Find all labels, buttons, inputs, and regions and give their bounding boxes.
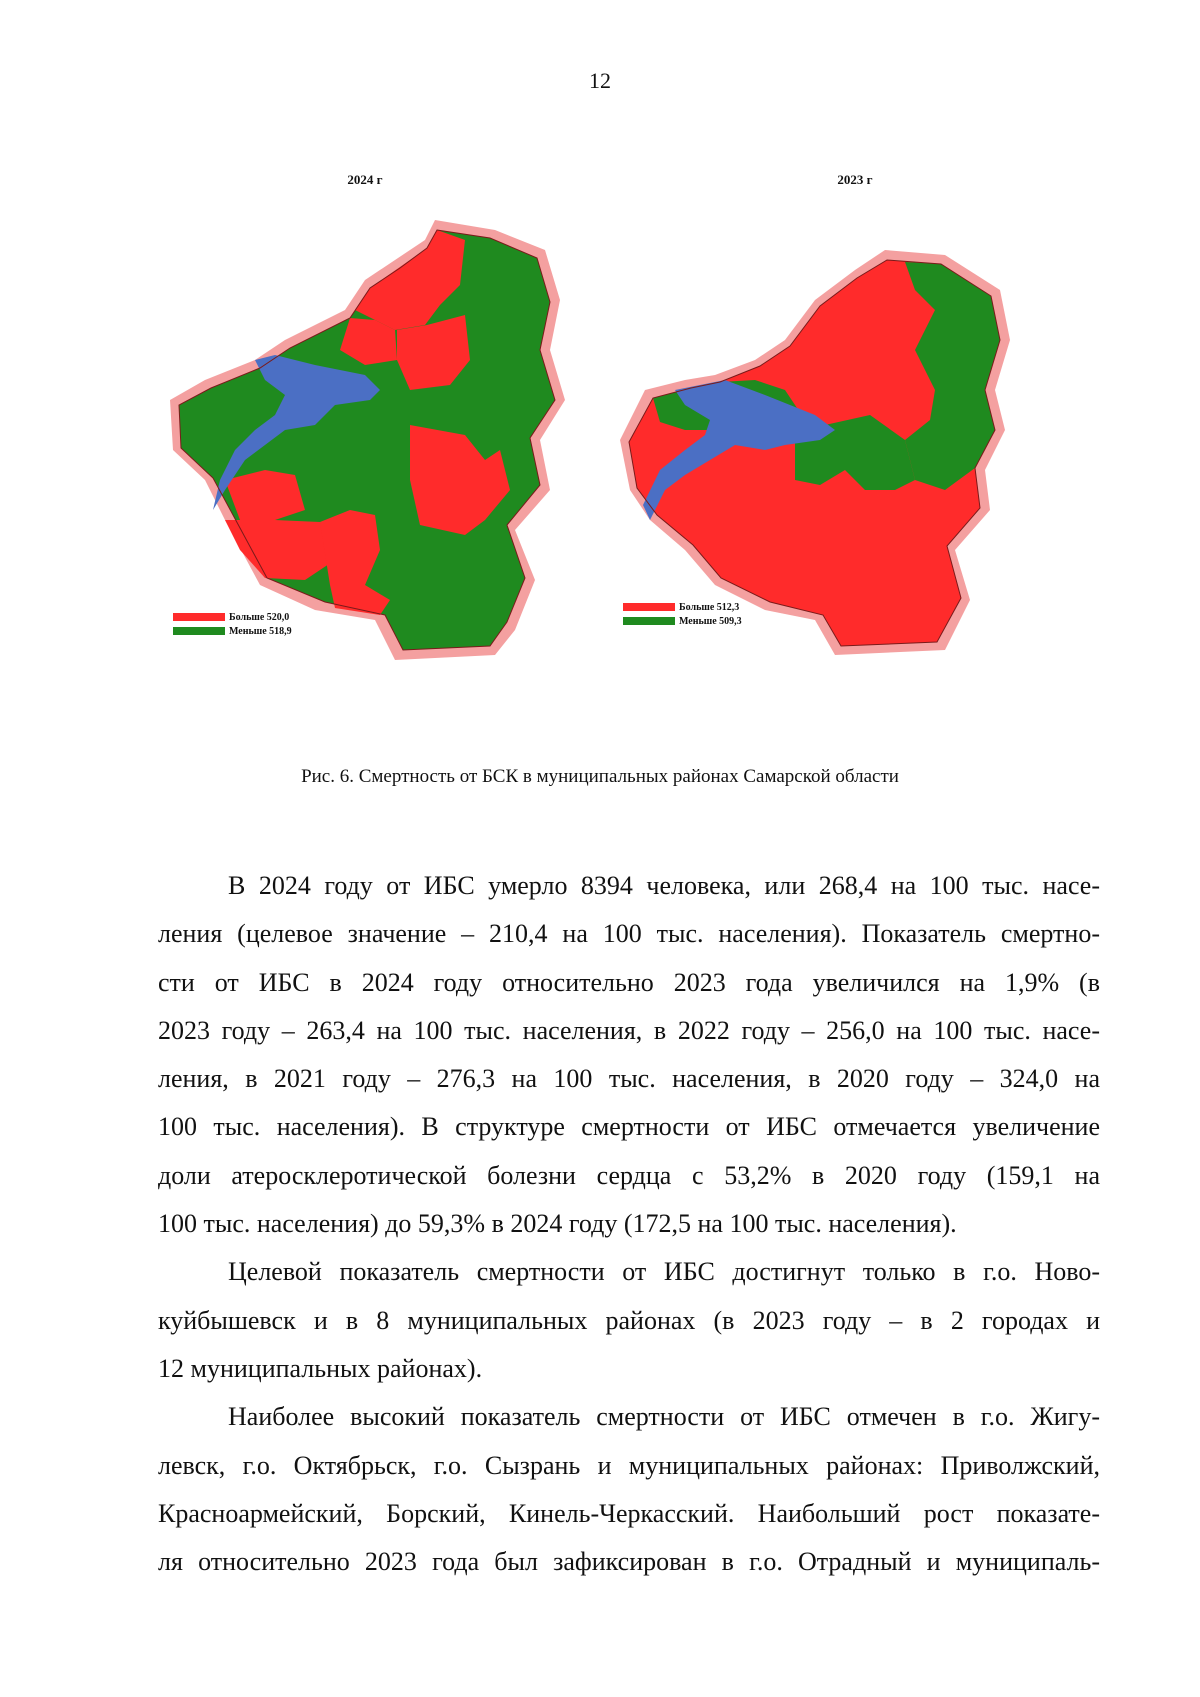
legend-swatch-red	[173, 613, 225, 621]
paragraph	[158, 1393, 1100, 1586]
map-2023	[615, 170, 1055, 730]
legend-swatch-green	[623, 617, 675, 625]
legend-swatch-green	[173, 627, 225, 635]
legend-label: Больше 520,0	[229, 611, 290, 623]
legend-swatch-red	[623, 603, 675, 611]
text-line: ления, в 2021 году – 276,3 на 100 тыс. населения, в 2020 году – 324,0 на	[158, 1064, 1100, 1094]
legend-item	[173, 624, 292, 638]
text-line: Наиболее высокий показатель смертности от ИБС отмечен в г.о. Жигу-	[228, 1402, 1100, 1432]
paragraph	[158, 1248, 1100, 1393]
text-line: доли атеросклеротической болезни сердца с 53,2% в 2020 году (159,1 на	[158, 1160, 1100, 1190]
text-line: куйбышевск и в 8 муниципальных районах (в 2023 году – в 2 городах и	[158, 1305, 1100, 1335]
map-year-title: 2023 г	[837, 172, 873, 187]
map-2024	[165, 170, 605, 730]
legend-label: Меньше 509,3	[679, 615, 742, 627]
legend-label: Больше 512,3	[679, 601, 740, 613]
legend-item	[623, 600, 742, 614]
text-line: 100 тыс. населения) до 59,3% в 2024 году (172,5 на 100 тыс. населения).	[158, 1209, 957, 1239]
page-number: 12	[589, 68, 611, 93]
map-legend	[623, 600, 742, 628]
legend-label: Меньше 518,9	[229, 625, 292, 637]
text-line: В 2024 году от ИБС умерло 8394 человека, или 268,4 на 100 тыс. насе-	[228, 871, 1100, 900]
text-line: 100 тыс. населения). В структуре смертности от ИБС отмечается увеличение	[158, 1112, 1100, 1142]
text-line: ления (целевое значение – 210,4 на 100 тыс. населения). Показатель смертно-	[158, 919, 1100, 949]
figure-caption: Рис. 6. Смертность от БСК в муниципальных районах Самарской области	[301, 766, 899, 787]
figure-maps	[165, 170, 1045, 730]
text-line: Целевой показатель смертности от ИБС достигнут только в г.о. Ново-	[228, 1257, 1100, 1287]
legend-item	[173, 610, 292, 624]
map-legend	[173, 610, 292, 638]
map-year-title: 2024 г	[347, 172, 383, 187]
paragraph	[158, 862, 1100, 1248]
text-line: ля относительно 2023 года был зафиксирован в г.о. Отрадный и муниципаль-	[158, 1547, 1100, 1577]
text-line: Красноармейский, Борский, Кинель-Черкасский. Наибольший рост показате-	[158, 1498, 1100, 1528]
legend-item	[623, 614, 742, 628]
text-line: левск, г.о. Октябрьск, г.о. Сызрань и муниципальных районах: Приволжский,	[158, 1450, 1100, 1480]
text-line: 2023 году – 263,4 на 100 тыс. населения, в 2022 году – 256,0 на 100 тыс. насе-	[158, 1015, 1100, 1045]
body-text	[158, 862, 1100, 1586]
text-line: 12 муниципальных районах).	[158, 1353, 483, 1383]
text-line: сти от ИБС в 2024 году относительно 2023 года увеличился на 1,9% (в	[158, 967, 1100, 997]
